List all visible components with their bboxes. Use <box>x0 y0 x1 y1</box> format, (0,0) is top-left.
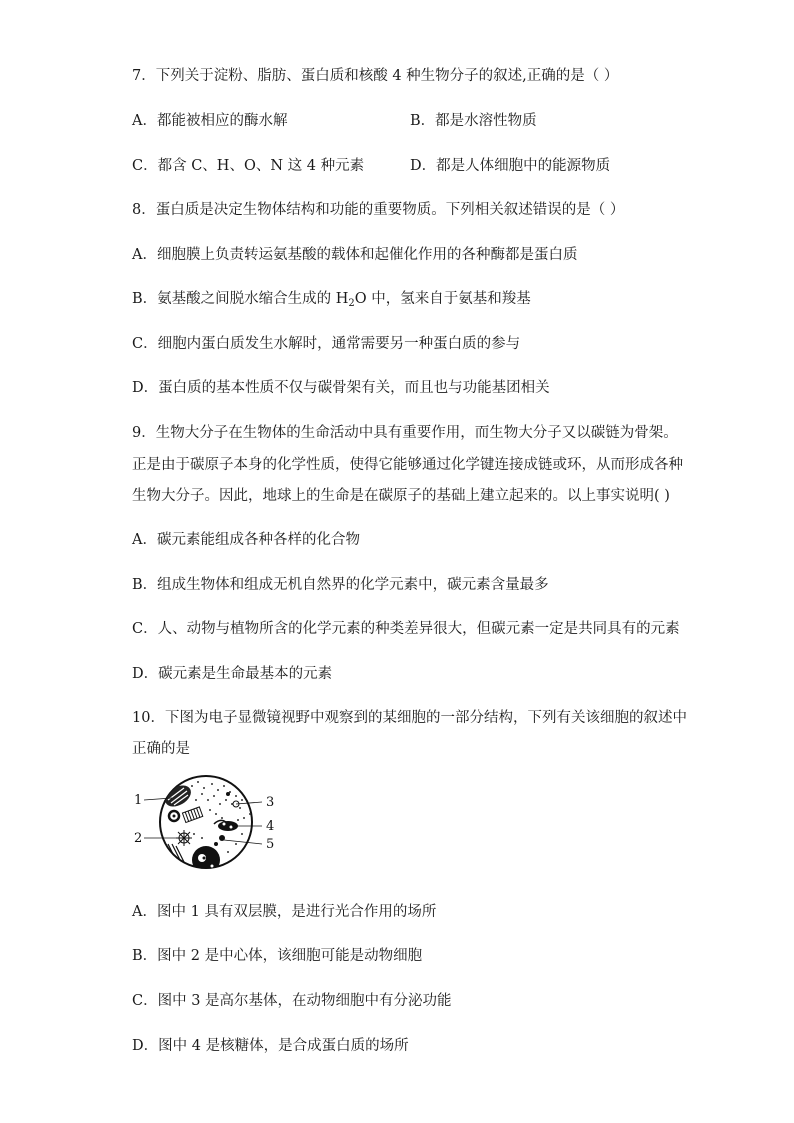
q7-option-a: A．都能被相应的酶水解 <box>132 113 288 129</box>
q7-option-d: D．都是人体细胞中的能源物质 <box>410 158 611 174</box>
q8-option-c: C．细胞内蛋白质发生水解时，通常需要另一种蛋白质的参与 <box>132 336 521 352</box>
q7-option-c: C．都含 C、H、O、N 这 4 种元素 <box>132 158 365 174</box>
q8-option-d: D．蛋白质的基本性质不仅与碳骨架有关，而且也与功能基团相关 <box>132 380 550 396</box>
q8-stem: 8．蛋白质是决定生物体结构和功能的重要物质。下列相关叙述错误的是（ ） <box>132 202 625 218</box>
q7-stem: 7．下列关于淀粉、脂肪、蛋白质和核酸 4 种生物分子的叙述,正确的是（ ） <box>132 68 619 84</box>
q9-stem-line1: 9．生物大分子在生物体的生命活动中具有重要作用，而生物大分子又以碳链为骨架。 <box>132 425 678 441</box>
q10-option-c: C．图中 3 是高尔基体，在动物细胞中有分泌功能 <box>132 993 452 1009</box>
q9-stem-line2: 正是由于碳原子本身的化学性质，使得它能够通过化学键连接成链或环，从而形成各种 <box>132 457 683 473</box>
q10-option-d: D．图中 4 是核糖体，是合成蛋白质的场所 <box>132 1038 409 1054</box>
cell-structure-figure <box>132 774 292 884</box>
q10-option-a: A．图中 1 具有双层膜，是进行光合作用的场所 <box>132 904 437 920</box>
q8-option-b <box>132 289 531 314</box>
q9-option-d: D．碳元素是生命最基本的元素 <box>132 666 333 682</box>
q8-option-a: A．细胞膜上负责转运氨基酸的载体和起催化作用的各种酶都是蛋白质 <box>132 247 578 263</box>
q9-option-b: B．组成生物体和组成无机自然界的化学元素中，碳元素含量最多 <box>132 577 549 593</box>
q7-option-b: B．都是水溶性物质 <box>410 113 537 129</box>
figure-label-1: 1 <box>134 793 143 808</box>
q9-option-c: C．人、动物与植物所含的化学元素的种类差异很大，但碳元素一定是共同具有的元素 <box>132 621 680 637</box>
q9-option-a: A．碳元素能组成各种各样的化合物 <box>132 532 360 548</box>
q10-option-b: B．图中 2 是中心体，该细胞可能是动物细胞 <box>132 948 423 964</box>
q10-stem-line1: 10．下图为电子显微镜视野中观察到的某细胞的一部分结构，下列有关该细胞的叙述中 <box>132 710 687 726</box>
q8-option-b-post: O 中，氢来自于氨基和羧基 <box>354 291 531 307</box>
nucleus <box>192 846 220 874</box>
q8-option-b-pre: B．氨基酸之间脱水缩合生成的 H <box>132 291 349 307</box>
structure-2 <box>176 830 192 846</box>
q9-stem-line3: 生物大分子。因此，地球上的生命是在碳原子的基础上建立起来的。以上事实说明( ) <box>132 488 670 504</box>
figure-label-2: 2 <box>134 831 143 846</box>
figure-label-4: 4 <box>266 819 275 834</box>
q8-option-b-subscript: 2 <box>348 298 355 309</box>
q10-stem-line2: 正确的是 <box>132 741 190 757</box>
figure-label-5: 5 <box>266 837 275 852</box>
figure-label-3: 3 <box>266 795 275 810</box>
